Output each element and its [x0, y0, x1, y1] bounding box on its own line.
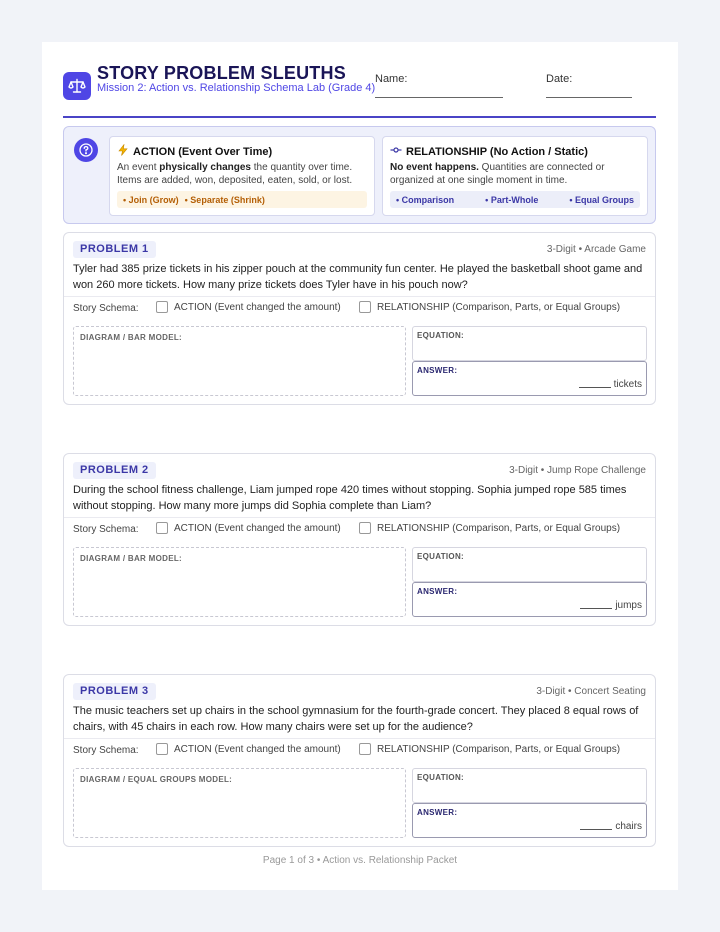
action-title: ACTION (Event Over Time)	[133, 145, 273, 158]
schema-selector	[64, 738, 655, 762]
equation-label: EQUATION:	[417, 331, 464, 340]
problem-meta: 3-Digit • Jump Rope Challenge	[509, 465, 646, 476]
action-option[interactable]: ACTION (Event changed the amount)	[156, 743, 341, 755]
answer-unit: tickets	[613, 379, 642, 390]
diagram-area[interactable]	[73, 326, 406, 396]
action-description: An event physically changes the quantity over time. Items are added, won, deposited, eaten, sold, or lost.	[117, 162, 353, 186]
problem-meta: 3-Digit • Concert Seating	[536, 686, 646, 697]
page-subtitle: Mission 2: Action vs. Relationship Schema Lab (Grade 4)	[97, 82, 376, 94]
problem-card	[63, 674, 656, 847]
date-field[interactable]	[546, 97, 632, 98]
name-label: Name:	[375, 73, 408, 85]
diagram-label: DIAGRAM / BAR MODEL:	[80, 554, 182, 563]
problem-label: PROBLEM 1	[73, 241, 156, 258]
schema-label: Story Schema:	[73, 524, 139, 535]
relationship-title: RELATIONSHIP (No Action / Static)	[406, 145, 588, 158]
worksheet-page	[42, 42, 678, 890]
question-icon	[74, 138, 98, 162]
problem-label: PROBLEM 2	[73, 462, 156, 479]
relationship-option[interactable]: RELATIONSHIP (Comparison, Parts, or Equal Groups)	[359, 301, 620, 313]
answer-blank[interactable]	[579, 387, 611, 388]
equation-box[interactable]	[412, 326, 647, 361]
page-footer: Page 1 of 3 • Action vs. Relationship Packet	[262, 855, 458, 866]
diagram-area[interactable]	[73, 768, 406, 838]
equation-label: EQUATION:	[417, 773, 464, 782]
answer-box[interactable]	[412, 582, 647, 617]
schema-label: Story Schema:	[73, 303, 139, 314]
problem-card	[63, 453, 656, 626]
problem-text: During the school fitness challenge, Liam jumped rope 420 times without stopping. Sophia jumped rope 585 times without stopping. How many more jumps did Sophia complete than Liam?	[73, 484, 627, 512]
relationship-checkbox[interactable]	[359, 301, 371, 313]
relationship-option[interactable]: RELATIONSHIP (Comparison, Parts, or Equal Groups)	[359, 743, 620, 755]
scale-icon	[63, 72, 91, 100]
tag-join: • Join (Grow)	[123, 194, 179, 205]
schema-guide	[63, 126, 656, 224]
answer-blank[interactable]	[580, 829, 612, 830]
action-card	[109, 136, 375, 216]
name-field[interactable]	[375, 97, 503, 98]
tag-equal-groups: • Equal Groups	[569, 194, 634, 205]
relationship-tags	[390, 191, 640, 208]
schema-selector	[64, 517, 655, 541]
relationship-checkbox[interactable]	[359, 522, 371, 534]
answer-unit: jumps	[615, 600, 642, 611]
lightning-icon	[117, 144, 129, 159]
tag-comparison: • Comparison	[396, 194, 455, 205]
answer-box[interactable]	[412, 803, 647, 838]
page-title: STORY PROBLEM SLEUTHS	[97, 63, 346, 83]
equation-box[interactable]	[412, 547, 647, 582]
action-checkbox[interactable]	[156, 301, 168, 313]
relationship-description: No event happens. Quantities are connected or organized at one single moment in time.	[390, 162, 605, 186]
worksheet-header	[63, 62, 656, 118]
diagram-label: DIAGRAM / EQUAL GROUPS MODEL:	[80, 775, 233, 784]
answer-label: ANSWER:	[417, 808, 458, 817]
link-icon	[390, 144, 402, 159]
date-label: Date:	[546, 73, 573, 85]
problem-text: Tyler had 385 prize tickets in his zipper pouch at the community fun center. He played the basketball shoot game and won 260 more tickets. How many prize tickets does Tyler have in his pouch now?	[73, 263, 643, 291]
answer-label: ANSWER:	[417, 366, 458, 375]
schema-selector	[64, 296, 655, 320]
relationship-checkbox[interactable]	[359, 743, 371, 755]
tag-part-whole: • Part-Whole	[485, 194, 539, 205]
problem-meta: 3-Digit • Arcade Game	[546, 244, 646, 255]
schema-label: Story Schema:	[73, 745, 139, 756]
answer-label: ANSWER:	[417, 587, 458, 596]
tag-separate: • Separate (Shrink)	[184, 194, 265, 205]
diagram-label: DIAGRAM / BAR MODEL:	[80, 333, 182, 342]
problem-card	[63, 232, 656, 405]
answer-box[interactable]	[412, 361, 647, 396]
action-tags	[117, 191, 367, 208]
answer-blank[interactable]	[580, 608, 612, 609]
diagram-area[interactable]	[73, 547, 406, 617]
action-option[interactable]: ACTION (Event changed the amount)	[156, 301, 341, 313]
action-option[interactable]: ACTION (Event changed the amount)	[156, 522, 341, 534]
problem-text: The music teachers set up chairs in the school gymnasium for the fourth-grade concert. They placed 8 equal rows of chairs, with 45 chairs in each row. How many chairs were set up for the audience?	[73, 705, 639, 733]
relationship-option[interactable]: RELATIONSHIP (Comparison, Parts, or Equal Groups)	[359, 522, 620, 534]
equation-box[interactable]	[412, 768, 647, 803]
problem-label: PROBLEM 3	[73, 683, 156, 700]
action-checkbox[interactable]	[156, 522, 168, 534]
equation-label: EQUATION:	[417, 552, 464, 561]
relationship-card	[382, 136, 648, 216]
answer-unit: chairs	[615, 821, 642, 832]
action-checkbox[interactable]	[156, 743, 168, 755]
